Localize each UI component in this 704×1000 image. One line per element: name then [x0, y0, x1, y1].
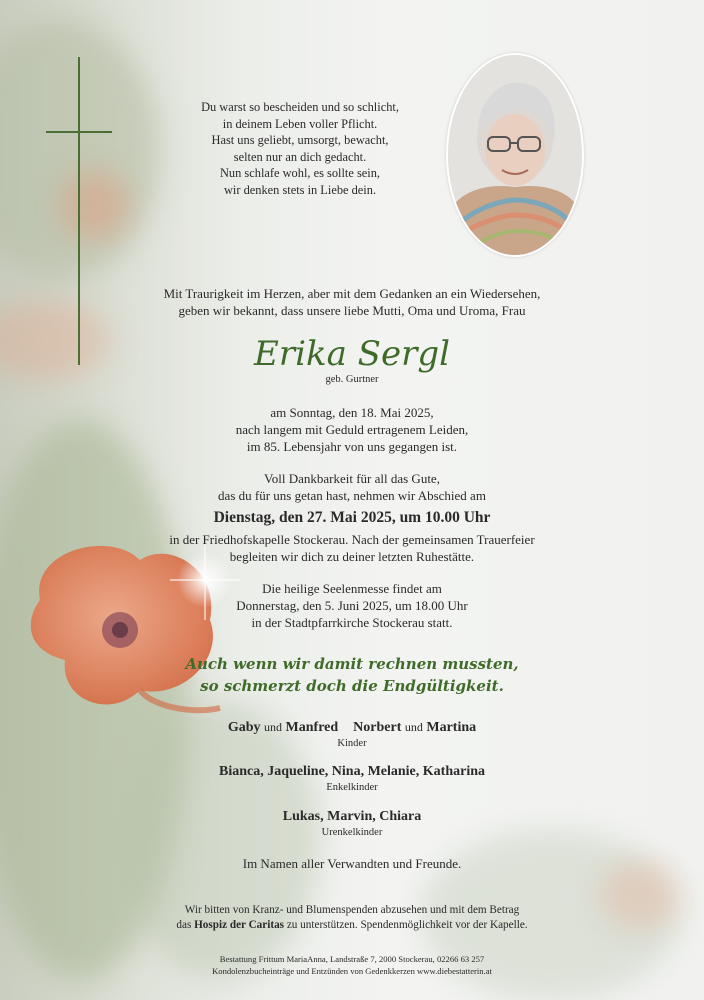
child-partner-name: Manfred — [285, 720, 339, 735]
grandchildren-block — [112, 763, 592, 794]
charity-name: Hospiz der Caritas — [194, 919, 285, 931]
birth-name: geb. Gurtner — [325, 374, 379, 385]
funeral-place-block — [112, 531, 592, 565]
quote-line: so schmerzt doch die Endgültigkeit. — [200, 677, 504, 695]
child-partner-name: Martina — [426, 720, 477, 735]
children-block — [112, 718, 592, 750]
funeral-date: Dienstag, den 27. Mai 2025, um 10.00 Uhr — [213, 509, 491, 526]
cross-symbol-vertical — [78, 57, 80, 365]
funeral-home-footer — [112, 953, 592, 977]
announcement-intro — [112, 285, 592, 319]
great-grandchildren-label: Urenkelkinder — [321, 827, 383, 838]
relatives-text: Im Namen aller Verwandten und Freunde. — [242, 856, 462, 871]
poem-line: Nun schlafe wohl, es sollte sein, — [219, 166, 380, 181]
grandchildren-label: Enkelkinder — [326, 782, 378, 793]
great-grandchildren-block — [112, 808, 592, 839]
relatives-block — [112, 855, 592, 872]
funeral-date-block — [112, 508, 592, 528]
children-label: Kinder — [337, 738, 367, 749]
donation-line: Wir bitten von Kranz- und Blumenspenden abzusehen und mit dem Betrag — [184, 904, 520, 916]
death-line: am Sonntag, den 18. Mai 2025, — [270, 405, 434, 420]
deceased-name-block — [112, 335, 592, 386]
requiem-mass — [112, 580, 592, 631]
deceased-name: Erika Sergl — [254, 334, 450, 374]
donation-text: das — [176, 919, 195, 931]
memorial-poem — [170, 99, 430, 199]
conjunction: und — [404, 720, 423, 734]
conjunction: und — [264, 720, 283, 734]
farewell-line: Voll Dankbarkeit für all das Gute, — [264, 471, 440, 486]
mass-line: Donnerstag, den 5. Juni 2025, um 18.00 Uhr — [236, 598, 468, 613]
donation-notice — [112, 903, 592, 933]
donation-line — [112, 918, 592, 933]
grandchildren-names: Bianca, Jaqueline, Nina, Melanie, Katharina — [218, 764, 485, 779]
great-grandchildren-names: Lukas, Marvin, Chiara — [282, 809, 422, 824]
poem-line: Du warst so bescheiden und so schlicht, — [201, 100, 399, 114]
donation-text: zu unterstützen. Spendenmöglichkeit vor der Kapelle. — [284, 919, 528, 931]
poem-line: in deinem Leben voller Pflicht. — [222, 116, 378, 131]
intro-line: Mit Traurigkeit im Herzen, aber mit dem Gedanken an ein Wiedersehen, — [163, 286, 541, 301]
mass-line: Die heilige Seelenmesse findet am — [262, 581, 442, 596]
condolence-website: Kondolenzbucheinträge und Entzünden von Gedenkkerzen www.diebestatterin.at — [212, 966, 492, 976]
portrait-photo — [446, 53, 584, 257]
funeral-place-line: begleiten wir dich zu deiner letzten Ruhestätte. — [229, 549, 475, 564]
child-name: Gaby — [227, 720, 261, 735]
quote-line: Auch wenn wir damit rechnen mussten, — [185, 655, 519, 673]
child-name: Norbert — [353, 720, 402, 735]
poem-line: wir denken stets in Liebe dein. — [223, 182, 377, 197]
mass-line: in der Stadtpfarrkirche Stockerau statt. — [251, 615, 453, 630]
closing-quote — [112, 653, 592, 697]
death-line: im 85. Lebensjahr von uns gegangen ist. — [246, 439, 458, 454]
poem-line: selten nur an dich gedacht. — [233, 149, 367, 164]
poem-line: Hast uns geliebt, umsorgt, bewacht, — [211, 133, 389, 148]
funeral-home-address: Bestattung Frittum MariaAnna, Landstraße 7, 2000 Stockerau, 02266 63 257 — [219, 954, 485, 964]
cross-symbol-horizontal — [46, 131, 112, 133]
death-details — [112, 404, 592, 455]
intro-line: geben wir bekannt, dass unsere liebe Mutti, Oma und Uroma, Frau — [178, 303, 526, 318]
funeral-place-line: in der Friedhofskapelle Stockerau. Nach der gemeinsamen Trauerfeier — [169, 532, 535, 547]
children-names — [112, 718, 592, 737]
farewell-line: das du für uns getan hast, nehmen wir Abschied am — [218, 488, 486, 503]
farewell-text — [112, 470, 592, 504]
death-line: nach langem mit Geduld ertragenem Leiden, — [235, 422, 469, 437]
